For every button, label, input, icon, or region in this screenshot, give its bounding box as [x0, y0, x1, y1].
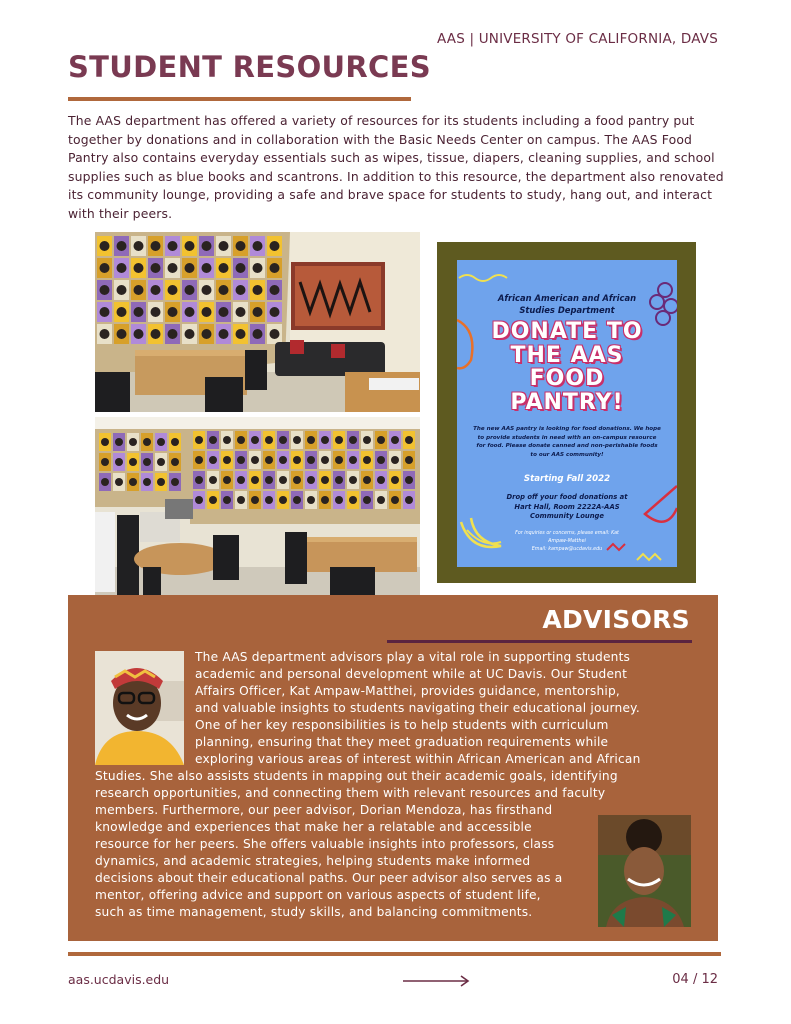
- poster-body: The new AAS pantry is looking for food donations. We hope to provide students in need with an on-campus resource for food. Please donate canned and non-perishable foods to our AAS community!: [473, 426, 661, 458]
- poster-drop-line: Hart Hall, Room 2222A-AAS: [514, 502, 620, 511]
- poster-dept-line2: Studies Department: [519, 305, 615, 315]
- advisors-text-line: resource for her peers. She offers valuable insights into professors, class: [95, 837, 555, 851]
- advisor-photo-kat: [95, 651, 184, 765]
- poster-drop-line: Community Lounge: [529, 512, 605, 521]
- poster-contact-line: Ampaw-Matthei: [548, 539, 586, 544]
- poster-drop-off: [457, 493, 677, 522]
- advisors-text-line: exploring various areas of interest within African American and African: [195, 752, 641, 766]
- advisors-rule: [387, 640, 692, 643]
- footer-url[interactable]: aas.ucdavis.edu: [68, 972, 170, 987]
- poster-headline-line: FOOD: [529, 366, 605, 391]
- food-pantry-poster: [457, 260, 677, 567]
- advisors-text-line: mentor, offering advice and support on various aspects of student life,: [95, 888, 541, 902]
- poster-headline: [457, 320, 677, 414]
- advisor-photo-dorian: [598, 815, 691, 927]
- advisors-text-line: knowledge and experiences that make her a relatable and accessible: [95, 820, 532, 834]
- advisors-text-line: members. Furthermore, our peer advisor, Dorian Mendoza, has firsthand: [95, 803, 553, 817]
- poster-starting: Starting Fall 2022: [523, 474, 611, 484]
- advisors-title: ADVISORS: [542, 605, 690, 634]
- poster-dept-line1: African American and African: [497, 293, 637, 303]
- arrow-right-icon[interactable]: [403, 973, 471, 992]
- advisors-text-line: academic and personal development while at UC Davis. Our Student: [195, 667, 628, 681]
- title-rule: [68, 97, 411, 101]
- poster-contact: [497, 530, 637, 554]
- advisors-text-line: decisions about their educational paths. Our peer advisor also serves as a: [95, 871, 563, 885]
- header-org: AAS | UNIVERSITY OF CALIFORNIA, DAVS: [436, 31, 718, 47]
- advisors-text-line: and valuable insights to students navigating their educational journey.: [195, 701, 640, 715]
- poster-headline-line: THE AAS: [510, 342, 624, 368]
- page-number: 04 / 12: [672, 972, 718, 987]
- advisors-text-line: planning, ensuring that they meet graduation requirements while: [195, 735, 609, 749]
- lounge-photo-top: [95, 232, 420, 412]
- poster-department: [457, 292, 677, 316]
- footer-rule: [68, 952, 721, 956]
- poster-drop-line: Drop off your food donations at: [506, 493, 628, 501]
- advisors-text-line: such as time management, study skills, and balancing commitments.: [95, 905, 533, 919]
- advisors-text-line: Studies. She also assists students in mapping out their academic goals, identifying: [95, 769, 618, 783]
- poster-contact-line: Email: kampaw@ucdavis.edu: [531, 547, 603, 552]
- poster-headline-line: PANTRY!: [510, 389, 624, 415]
- advisors-text-line: One of her key responsibilities is to help students with curriculum: [195, 718, 609, 732]
- advisors-text-line: Affairs Officer, Kat Ampaw-Matthei, provides guidance, mentorship,: [195, 684, 620, 698]
- lounge-photo-bottom: [95, 417, 420, 615]
- page-title: STUDENT RESOURCES: [68, 50, 431, 84]
- advisors-text-line: The AAS department advisors play a vital role in supporting students: [195, 650, 631, 664]
- poster-contact-line: For inquiries or concerns, please email: Kat: [515, 531, 619, 536]
- advisors-text-line: research opportunities, and connecting them with relevant resources and faculty: [95, 786, 606, 800]
- advisors-text-line: dynamics, and academic strategies, helping students make informed: [95, 854, 531, 868]
- poster-headline-line: DONATE TO: [491, 319, 643, 344]
- intro-paragraph: The AAS department has offered a variety of resources for its students including a food pantry put together by donations and in collaboration with the Basic Needs Center on campus. The AAS Food Pantry also contains everyday essentials such as wipes, tissue, diapers, cleaning supplies, and school supplies such as blue books and scantrons. In addition to this resource, the department also renovated its community lounge, providing a safe and brave space for students to study, hang out, and interact with their peers.: [68, 113, 724, 221]
